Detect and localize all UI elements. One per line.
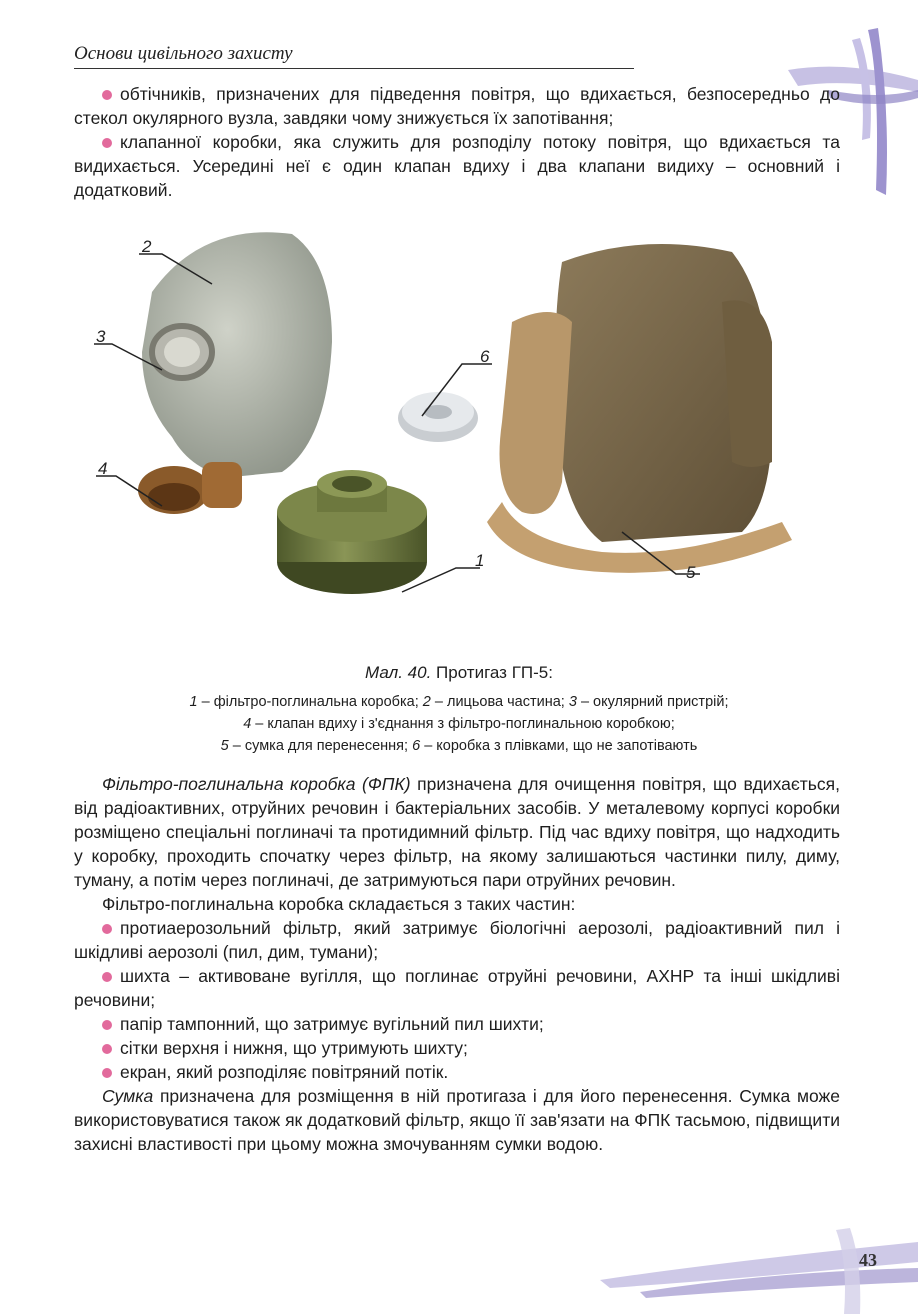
legend-num-3: 3 (568, 694, 577, 710)
legend-num-5: 5 (220, 738, 229, 754)
intro-bullet-1: обтічників, призначених для підведення повітря, що вдихається, безпосередньо до стекол окулярного вузла, завдяки чому знижується їх запотівання; (74, 84, 840, 128)
figure-title (0, 663, 918, 683)
label-2: 2 (142, 237, 152, 256)
label-3: 3 (96, 327, 106, 346)
label-1: 1 (475, 551, 485, 570)
label-5: 5 (686, 563, 696, 582)
legend-line-1 (0, 691, 918, 713)
paragraph-fpk-text: призначена для очищення повітря, що вдихається, від радіоактивних, отруйних речовин і бактеріальних засобів. У металевому корпусі коробки розміщено спеціальні поглиначі та протидимний фільтр. Під час вдиху повітря, що надходить у коробку, проходить спочатку через фільтр, на якому залишаються частинки пилу, диму, туману, а потім через поглиначі, де затримуються пари отруйних речовин. (74, 774, 841, 890)
figure-legend (0, 691, 918, 757)
paragraph-fpk (74, 772, 840, 892)
term-fpk: Фільтро-поглинальна коробка (ФПК) (102, 774, 411, 794)
list-item-3: папір тампонний, що затримує вугільний пил шихти; (74, 1012, 840, 1036)
intro-text (74, 82, 840, 202)
legend-line-3 (0, 735, 918, 757)
label-6: 6 (480, 347, 490, 366)
legend-text-5: – сумка для перенесення; (228, 738, 413, 754)
list-item-2: шихта – активоване вугілля, що поглинає отруйні речовини, АХНР та інші шкідливі речовини; (74, 966, 840, 1010)
legend-num-1: 1 (189, 694, 198, 710)
figure-number: Мал. 40. (365, 663, 432, 682)
legend-num-2: 2 (422, 694, 431, 710)
legend-text-2: – лицьова частина; (430, 694, 569, 710)
header-rule (74, 68, 634, 69)
paragraph-bag (74, 1084, 840, 1156)
legend-text-6: – коробка з плівками, що не запотівають (420, 738, 698, 754)
running-header: Основи цивільного захисту (74, 43, 293, 64)
intro-bullet-2: клапанної коробки, яка служить для розподілу потоку повітря, що вдихається та видихається. Усередині неї є один клапан вдиху і два клапани видиху – основний і додатковий. (74, 132, 840, 200)
legend-text-4: – клапан вдиху і з'єднання з фільтро-поглинальною коробкою; (251, 716, 675, 732)
list-item-1: протиаерозольний фільтр, який затримує біологічні аерозолі, радіоактивний пил і шкідливі аерозолі (пил, дим, тумани); (74, 918, 840, 962)
paragraph-bag-text: призначена для розміщення в ній протигаза і для його перенесення. Сумка може використовуватися також як додатковий фільтр, якщо її зав'язати на ФПК тасьмою, підвищити захисні властивості при цьому можна змочуванням сумки водою. (74, 1086, 840, 1154)
filter-canister (277, 470, 427, 594)
body-text (74, 772, 840, 1156)
page-number: 43 (859, 1250, 877, 1270)
term-bag: Сумка (102, 1086, 154, 1106)
label-4: 4 (98, 459, 108, 478)
carrying-bag (487, 244, 792, 573)
legend-num-4: 4 (243, 716, 252, 732)
legend-text-1: – фільтро-поглинальна коробка; (197, 694, 423, 710)
legend-line-2 (0, 713, 918, 735)
mask-face-piece (138, 232, 332, 514)
gas-mask-illustration (82, 222, 822, 642)
list-item-4: сітки верхня і нижня, що утримують шихту; (74, 1036, 840, 1060)
paragraph-parts: Фільтро-поглинальна коробка складається з таких частин: (102, 894, 576, 914)
figure-title-text: Протигаз ГП-5: (436, 663, 553, 682)
legend-text-3: – окулярний пристрій; (576, 694, 729, 710)
list-item-5: екран, який розподіляє повітряний потік. (74, 1060, 840, 1084)
legend-num-6: 6 (412, 738, 421, 754)
film-box (398, 392, 478, 442)
